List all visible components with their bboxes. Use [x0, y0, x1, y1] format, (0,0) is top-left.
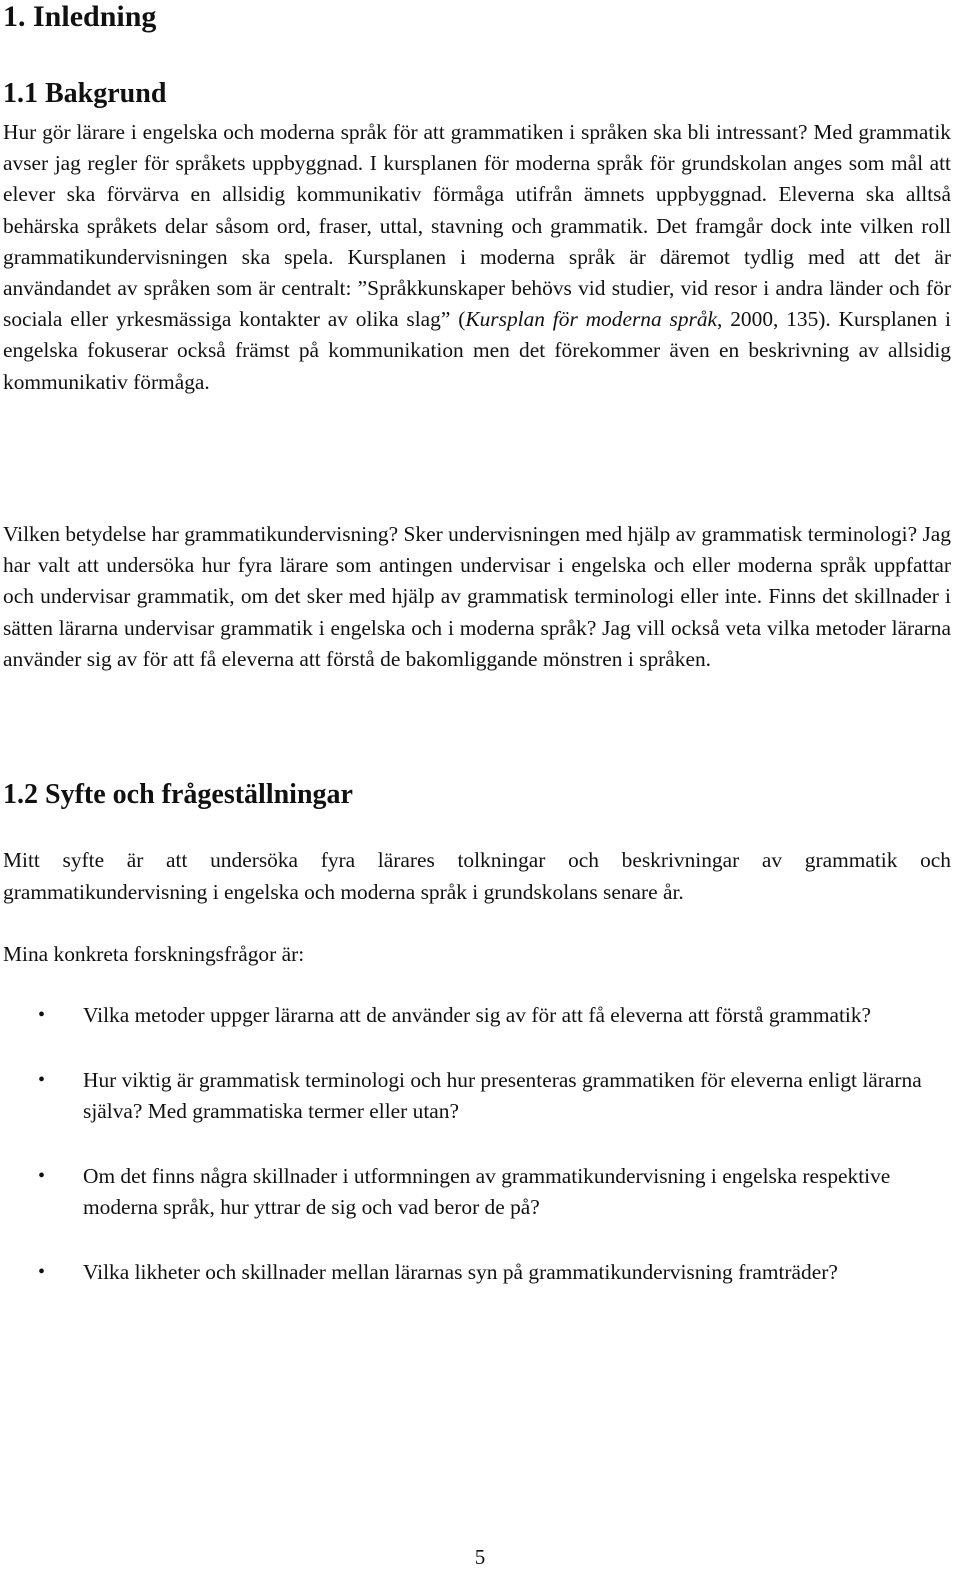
background-paragraph-2: Vilken betydelse har grammatikundervisning? Sker undervisningen med hjälp av grammatisk terminologi? Jag har valt att undersöka hur fyra lärare som antingen undervisar i engelska och eller moderna språk uppfattar och undervisar grammatik, om det sker med hjälp av grammatisk terminologi eller inte. Finns det skillnader i sätten lärarna undervisar grammatik i engelska och i moderna språk? Jag vill också veta vilka metoder lärarna använder sig av för att få eleverna att förstå de bakomliggande mönstren i språken. — [3, 522, 951, 671]
section-title-background: 1.1 Bakgrund — [3, 78, 167, 109]
page-number: 5 — [474, 1545, 486, 1569]
purpose-paragraph: Mitt syfte är att undersöka fyra lärares tolkningar och beskrivningar av grammatik och grammatikundervisning i engelska och moderna språk i grundskolans senare år. — [3, 848, 951, 904]
chapter-title: 1. Inledning — [3, 0, 157, 33]
list-item-text: Hur viktig är grammatisk terminologi och hur presenteras grammatiken för eleverna enligt lärarna själva? Med grammatiska termer eller utan? — [83, 1067, 922, 1123]
list-item-text: Om det finns några skillnader i utformningen av grammatikundervisning i engelska respektive moderna språk, hur yttrar de sig och vad beror de på? — [83, 1163, 891, 1219]
bullet-icon: • — [38, 1068, 46, 1091]
list-item — [0, 1000, 943, 1032]
background-p1-text-b: , 2000, 135). Kursplanen i engelska fokuserar också främst på kommunikation men det förekommer även en beskrivning av allsidig kommunikativ förmåga. — [3, 307, 951, 394]
research-questions-intro: Mina konkreta forskningsfrågor är: — [3, 942, 305, 966]
research-questions-list — [0, 1000, 960, 1321]
section-title-purpose: 1.2 Syfte och frågeställningar — [3, 779, 353, 810]
list-item-text: Vilka metoder uppger lärarna att de använder sig av för att få eleverna att förstå grammatik? — [83, 1003, 872, 1027]
list-item — [0, 1161, 943, 1224]
list-item — [0, 1257, 943, 1289]
background-paragraph-1 — [3, 117, 951, 398]
list-item-text: Vilka likheter och skillnader mellan lärarnas syn på grammatikundervisning framträder? — [83, 1259, 838, 1284]
bullet-icon: • — [38, 1164, 46, 1187]
bullet-icon: • — [38, 1004, 46, 1026]
bullet-icon: • — [38, 1260, 46, 1283]
citation-title: Kursplan för moderna språk — [465, 307, 718, 332]
background-p1-text-a: Hur gör lärare i engelska och moderna språk för att grammatiken i språken ska bli intressant? Med grammatik avser jag regler för språkets uppbyggnad. I kursplanen för moderna språk för grundskolan anges som mål att elever ska förvärva en allsidig kommunikativ förmåga utifrån ämnets uppbyggnad. Eleverna ska alltså behärska språkets delar såsom ord, fraser, uttal, stavning och grammatik. Det framgår dock inte vilken roll grammatikundervisningen ska spela. Kursplanen i moderna språk är däremot tydlig med att det är användandet av språken som är centralt: ”Språkkunskaper behövs vid studier, vid resor i andra länder och för sociala eller yrkesmässiga kontakter av olika slag” ( — [3, 120, 951, 332]
list-item — [0, 1065, 943, 1128]
